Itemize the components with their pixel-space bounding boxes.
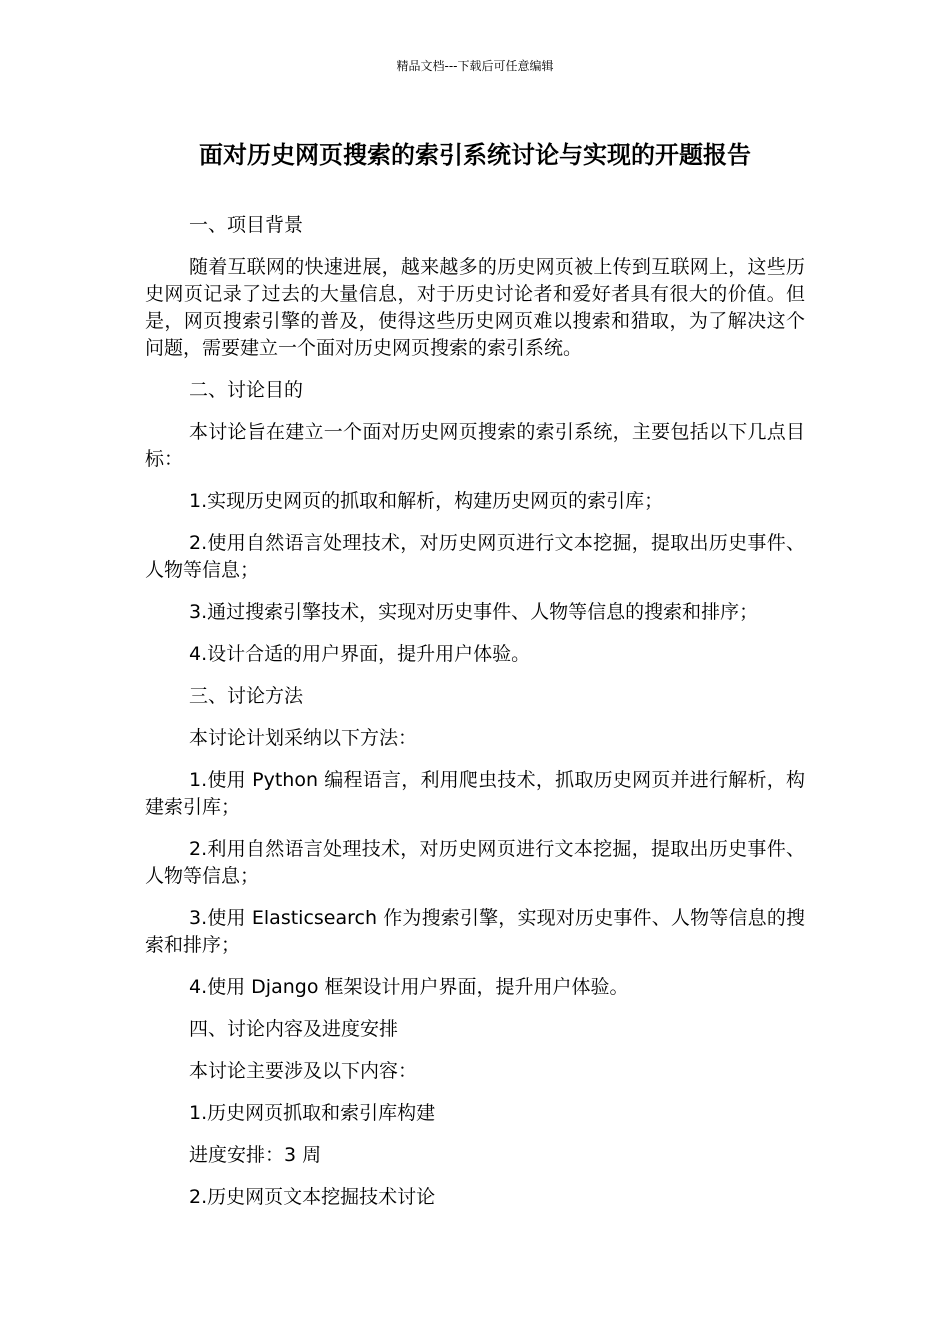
section-heading-method: 三、讨论方法 [189, 685, 304, 707]
schedule-note-1: 进度安排：3 周 [189, 1144, 322, 1166]
paragraph-method-intro: 本讨论计划采纳以下方法： [189, 727, 418, 749]
list-item-goal-3: 3.通过搜索引擎技术，实现对历史事件、人物等信息的搜索和排序； [189, 601, 759, 623]
section-heading-background: 一、项目背景 [189, 214, 304, 236]
list-item-method-3: 3.使用 Elasticsearch 作为搜索引擎，实现对历史事件、人物等信息的搜索和排序； [145, 907, 805, 956]
document-title: 面对历史网页搜索的索引系统讨论与实现的开题报告 [199, 141, 751, 169]
list-item-content-2: 2.历史网页文本挖掘技术讨论 [189, 1186, 436, 1208]
list-item-goal-1: 1.实现历史网页的抓取和解析，构建历史网页的索引库； [189, 490, 664, 512]
paragraph-schedule-intro: 本讨论主要涉及以下内容： [189, 1060, 418, 1082]
list-item-method-4: 4.使用 Django 框架设计用户界面，提升用户体验。 [189, 976, 629, 998]
section-heading-purpose: 二、讨论目的 [189, 379, 304, 401]
paragraph-background: 随着互联网的快速进展，越来越多的历史网页被上传到互联网上，这些历史网页记录了过去的大量信息，对于历史讨论者和爱好者具有很大的价值。但是，网页搜索引擎的普及，使得这些历史网页难以搜索和猎取，为了解决这个问题，需要建立一个面对历史网页搜索的索引系统。 [145, 256, 805, 359]
list-item-goal-4: 4.设计合适的用户界面，提升用户体验。 [189, 643, 531, 665]
paragraph-purpose-intro: 本讨论旨在建立一个面对历史网页搜索的索引系统，主要包括以下几点目标： [145, 421, 805, 470]
header-note: 精品文档---下载后可任意编辑 [396, 59, 554, 73]
list-item-goal-2: 2.使用自然语言处理技术，对历史网页进行文本挖掘，提取出历史事件、人物等信息； [145, 532, 805, 581]
list-item-content-1: 1.历史网页抓取和索引库构建 [189, 1102, 436, 1124]
section-heading-schedule: 四、讨论内容及进度安排 [189, 1018, 399, 1040]
list-item-method-1: 1.使用 Python 编程语言，利用爬虫技术，抓取历史网页并进行解析，构建索引库； [145, 769, 805, 818]
document-body [145, 212, 805, 1226]
list-item-method-2: 2.利用自然语言处理技术，对历史网页进行文本挖掘，提取出历史事件、人物等信息； [145, 838, 805, 887]
